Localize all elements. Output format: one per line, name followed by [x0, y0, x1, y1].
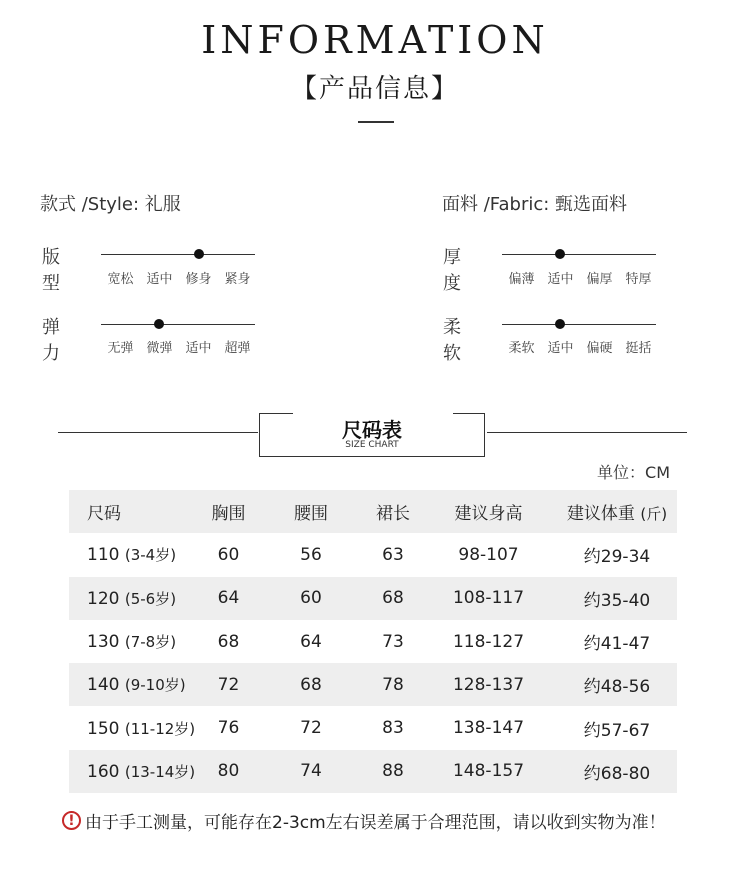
scale-ticks: [101, 268, 257, 287]
cell-chest: 60: [217, 544, 240, 565]
unit-label: 单位：CM: [597, 463, 670, 482]
scale-tick: 柔软: [508, 341, 535, 356]
scale-tick: 偏薄: [508, 272, 535, 287]
header-weight-label: 建议体重: [566, 504, 635, 525]
table-row: [69, 533, 677, 576]
table-row: [69, 620, 677, 663]
table-header-row: [69, 490, 677, 533]
cell-size: [69, 631, 201, 652]
cell-height: 148-157: [452, 761, 525, 782]
cell-waist: 56: [300, 544, 322, 565]
style-attribute: 款式 /Style: 礼服: [40, 194, 181, 215]
cell-height: 138-147: [452, 718, 525, 739]
cell-chest: 72: [217, 674, 240, 695]
header-size: 尺码: [87, 504, 121, 525]
cell-waist: 68: [300, 674, 322, 695]
scale-label: 柔软: [443, 317, 461, 364]
cell-weight: 约57-67: [583, 720, 651, 741]
cell-size: [69, 674, 201, 695]
cell-height: 118-127: [452, 631, 525, 652]
age-range: (11-12岁): [124, 719, 196, 738]
scale-tick: 宽松: [107, 272, 134, 287]
header-chest: 胸围: [211, 504, 246, 525]
size-value: 150: [87, 718, 120, 739]
scale-label: 弹力: [42, 317, 60, 364]
measurement-note: [62, 808, 666, 833]
scale-indicator-dot: [555, 249, 565, 259]
cell-size: [69, 588, 201, 609]
cell-waist: 64: [300, 631, 322, 652]
scale-tick: 适中: [547, 272, 574, 287]
scale-tick: 超弹: [224, 341, 251, 356]
table-row: [69, 750, 677, 793]
scale-tick: 适中: [547, 341, 574, 356]
cell-length: 68: [382, 588, 404, 609]
size-table: [69, 490, 677, 793]
cell-chest: 68: [217, 631, 240, 652]
scale-ticks: [101, 337, 257, 356]
header-waist: 腰围: [294, 504, 328, 525]
size-chart-rule-left: [58, 432, 258, 433]
size-chart-title: 尺码表: [342, 418, 402, 442]
header-height: 建议身高: [454, 504, 523, 525]
scale-tick: 挺括: [625, 341, 652, 356]
cell-chest: 80: [217, 761, 240, 782]
cell-height: 98-107: [458, 544, 519, 565]
size-value: 120: [87, 588, 120, 609]
scale-line: [502, 324, 656, 325]
scale-tick: 适中: [185, 341, 212, 356]
size-chart-rule-right: [487, 432, 687, 433]
scale-tick: 偏硬: [586, 341, 613, 356]
table-row: [69, 706, 677, 749]
cell-length: 63: [382, 544, 404, 565]
warning-circle-icon: !: [62, 811, 81, 830]
header-weight: [557, 499, 677, 524]
scale-ticks: [502, 337, 658, 356]
age-range: (9-10岁): [124, 676, 186, 695]
cell-weight: 约68-80: [583, 763, 651, 784]
cell-waist: 72: [300, 718, 322, 739]
size-value: 110: [87, 545, 120, 566]
size-value: 160: [87, 761, 120, 782]
cell-length: 78: [382, 674, 404, 695]
scale-tick: 微弹: [146, 341, 173, 356]
size-value: 140: [87, 675, 120, 696]
cell-height: 128-137: [452, 674, 525, 695]
size-chart-subtitle: SIZE CHART: [345, 440, 399, 450]
cell-size: [69, 718, 201, 739]
scale-tick: 适中: [146, 272, 173, 287]
age-range: (5-6岁): [124, 589, 177, 608]
cell-size: [69, 761, 201, 782]
cell-length: 88: [382, 761, 404, 782]
cell-waist: 60: [300, 588, 322, 609]
cell-chest: 64: [217, 588, 240, 609]
cell-length: 83: [382, 718, 404, 739]
table-row: [69, 663, 677, 706]
age-range: (13-14岁): [124, 762, 196, 781]
scale-line: [502, 254, 656, 255]
cell-height: 108-117: [452, 588, 525, 609]
scale-indicator-dot: [555, 319, 565, 329]
age-range: (3-4岁): [124, 546, 177, 565]
cell-weight: 约48-56: [583, 677, 651, 698]
note-text: 由于手工测量，可能存在2-3cm左右误差属于合理范围，请以收到实物为准！: [85, 813, 666, 833]
cell-size: [69, 544, 201, 565]
title-chinese: 【产品信息】: [290, 74, 459, 104]
scale-tick: 修身: [185, 272, 212, 287]
cell-weight: 约35-40: [583, 590, 651, 611]
fabric-attribute: 面料 /Fabric: 甄选面料: [442, 194, 628, 215]
title-english: INFORMATION: [201, 18, 549, 62]
scale-tick: 紧身: [224, 272, 251, 287]
scale-line: [101, 324, 255, 325]
table-row: [69, 577, 677, 620]
cell-weight: 约41-47: [583, 634, 651, 655]
scale-label: 厚度: [443, 247, 461, 294]
title-divider: [358, 121, 394, 123]
cell-waist: 74: [300, 761, 322, 782]
header-weight-unit: (斤): [640, 505, 668, 524]
scale-indicator-dot: [154, 319, 164, 329]
age-range: (7-8岁): [124, 633, 177, 652]
scale-indicator-dot: [194, 249, 204, 259]
cell-weight: 约29-34: [583, 547, 651, 568]
scale-label: 版型: [42, 247, 60, 294]
cell-length: 73: [382, 631, 404, 652]
scale-ticks: [502, 268, 658, 287]
scale-line: [101, 254, 255, 255]
scale-tick: 特厚: [625, 272, 652, 287]
scale-tick: 无弹: [107, 341, 134, 356]
scale-tick: 偏厚: [586, 272, 613, 287]
header-length: 裙长: [376, 504, 410, 525]
size-value: 130: [87, 632, 120, 653]
cell-chest: 76: [217, 718, 240, 739]
